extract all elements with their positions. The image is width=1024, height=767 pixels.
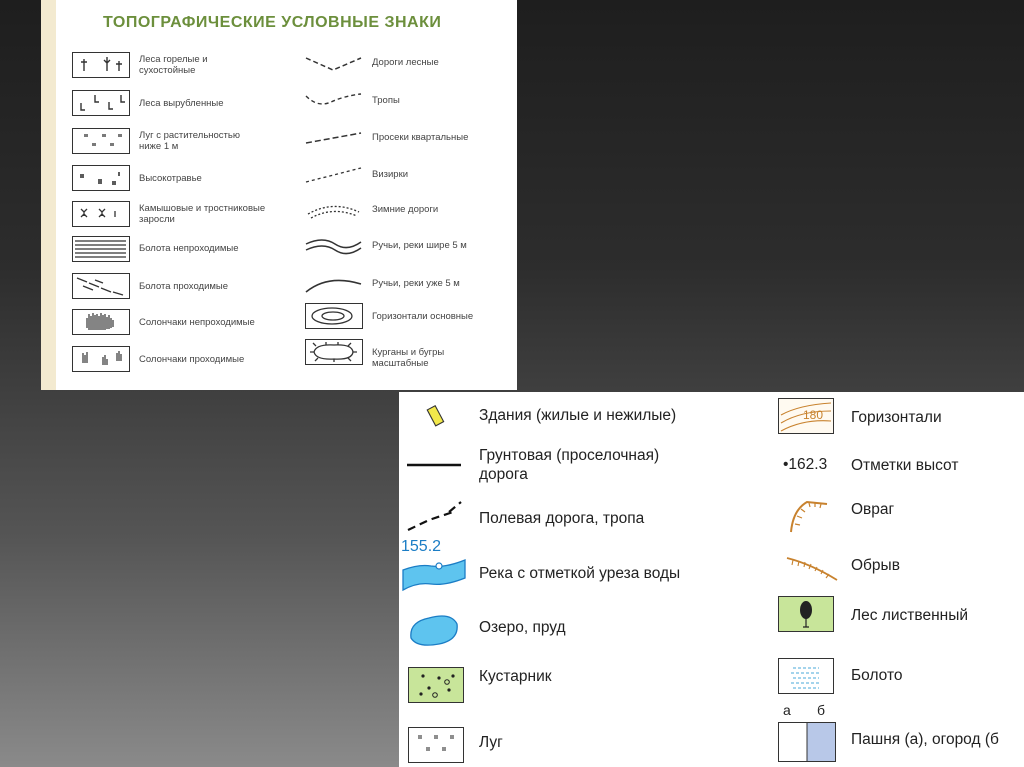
legend-label: Пашня (а), огород (б — [851, 731, 999, 748]
legend-label: Ручьи, реки шире 5 м — [372, 240, 467, 251]
impassable-saltmarsh-icon — [72, 309, 130, 335]
swamp-icon — [778, 658, 834, 694]
legend-label: Луг с растительностью ниже 1 м — [139, 130, 240, 152]
legend-label: Ручьи, реки уже 5 м — [372, 278, 460, 289]
legend-label: Озеро, пруд — [479, 619, 566, 636]
burnt-forest-icon — [72, 52, 130, 78]
arable-sub-label: а — [783, 702, 791, 718]
building-icon — [425, 404, 447, 430]
legend-panel-bottom — [399, 392, 1024, 767]
reeds-icon — [72, 201, 130, 227]
legend-label: Зимние дороги — [372, 204, 439, 215]
narrow-river-icon — [303, 270, 365, 298]
clearing-icon — [303, 123, 365, 151]
legend-label: Леса вырубленные — [139, 98, 224, 109]
legend-label: Отметки высот — [851, 457, 959, 474]
legend-label: Горизонтали — [851, 409, 942, 426]
legend-label: Камышовые и тростниковые заросли — [139, 203, 266, 225]
sight-line-icon — [303, 160, 365, 188]
dirt-road-icon — [405, 460, 463, 470]
passable-saltmarsh-icon — [72, 346, 130, 372]
legend-label: Леса горелые и сухостойные — [139, 54, 208, 76]
wide-river-icon — [303, 232, 365, 260]
forest-road-icon — [303, 50, 365, 78]
legend-label: Луг — [479, 734, 503, 751]
legend-label: Здания (жилые и нежилые) — [479, 407, 677, 424]
deciduous-forest-icon — [778, 596, 834, 632]
meadow-low-icon — [72, 128, 130, 154]
legend-label: Горизонтали основные — [372, 311, 474, 322]
legend-label: Курганы и бугры масштабные — [372, 347, 445, 369]
legend-label: Болота непроходимые — [139, 243, 239, 254]
panel-edge-bar — [41, 0, 56, 390]
legend-label: Болото — [851, 667, 903, 684]
mound-icon — [305, 339, 363, 365]
trail-icon — [303, 86, 365, 114]
legend-label: Дороги лесные — [372, 57, 439, 68]
shrub-icon — [408, 667, 464, 703]
impassable-swamp-icon — [72, 236, 130, 262]
legend-label: Грунтовая (проселочная) дорога — [479, 447, 660, 483]
legend-label: Лес лиственный — [851, 607, 968, 624]
tall-grass-icon — [72, 165, 130, 191]
meadow-icon — [408, 727, 464, 763]
garden-sub-label: б — [817, 702, 826, 718]
contour-icon — [305, 303, 363, 329]
legend-label: Река с отметкой уреза воды — [479, 565, 681, 582]
legend-label: Просеки квартальные — [372, 132, 469, 143]
cut-forest-icon — [72, 90, 130, 116]
legend-label: Визирки — [372, 169, 409, 180]
legend-label: Высокотравье — [139, 173, 202, 184]
contour-value: 180 — [803, 408, 824, 422]
cliff-icon — [783, 546, 843, 586]
lake-icon — [407, 610, 461, 650]
legend-label: Солончаки непроходимые — [139, 317, 255, 328]
water-level-value: 155.2 — [401, 538, 442, 555]
legend-label: Тропы — [372, 95, 400, 106]
contour-lines-icon — [778, 398, 834, 434]
elevation-mark-icon: •162.3 — [783, 456, 828, 473]
river-icon — [401, 552, 467, 594]
legend-label: Солончаки проходимые — [139, 354, 245, 365]
field-garden-icon — [778, 722, 836, 762]
legend-label: Обрыв — [851, 557, 900, 574]
legend-panel-top — [41, 0, 517, 390]
legend-label: Овраг — [851, 501, 895, 518]
legend-label: Кустарник — [479, 668, 552, 685]
legend-title: ТОПОГРАФИЧЕСКИЕ УСЛОВНЫЕ ЗНАКИ — [103, 14, 442, 31]
winter-road-icon — [303, 196, 365, 224]
legend-label: Полевая дорога, тропа — [479, 510, 645, 527]
legend-label: Болота проходимые — [139, 281, 229, 292]
ravine-icon — [783, 492, 833, 538]
passable-swamp-icon — [72, 273, 130, 299]
field-road-icon — [405, 498, 465, 534]
